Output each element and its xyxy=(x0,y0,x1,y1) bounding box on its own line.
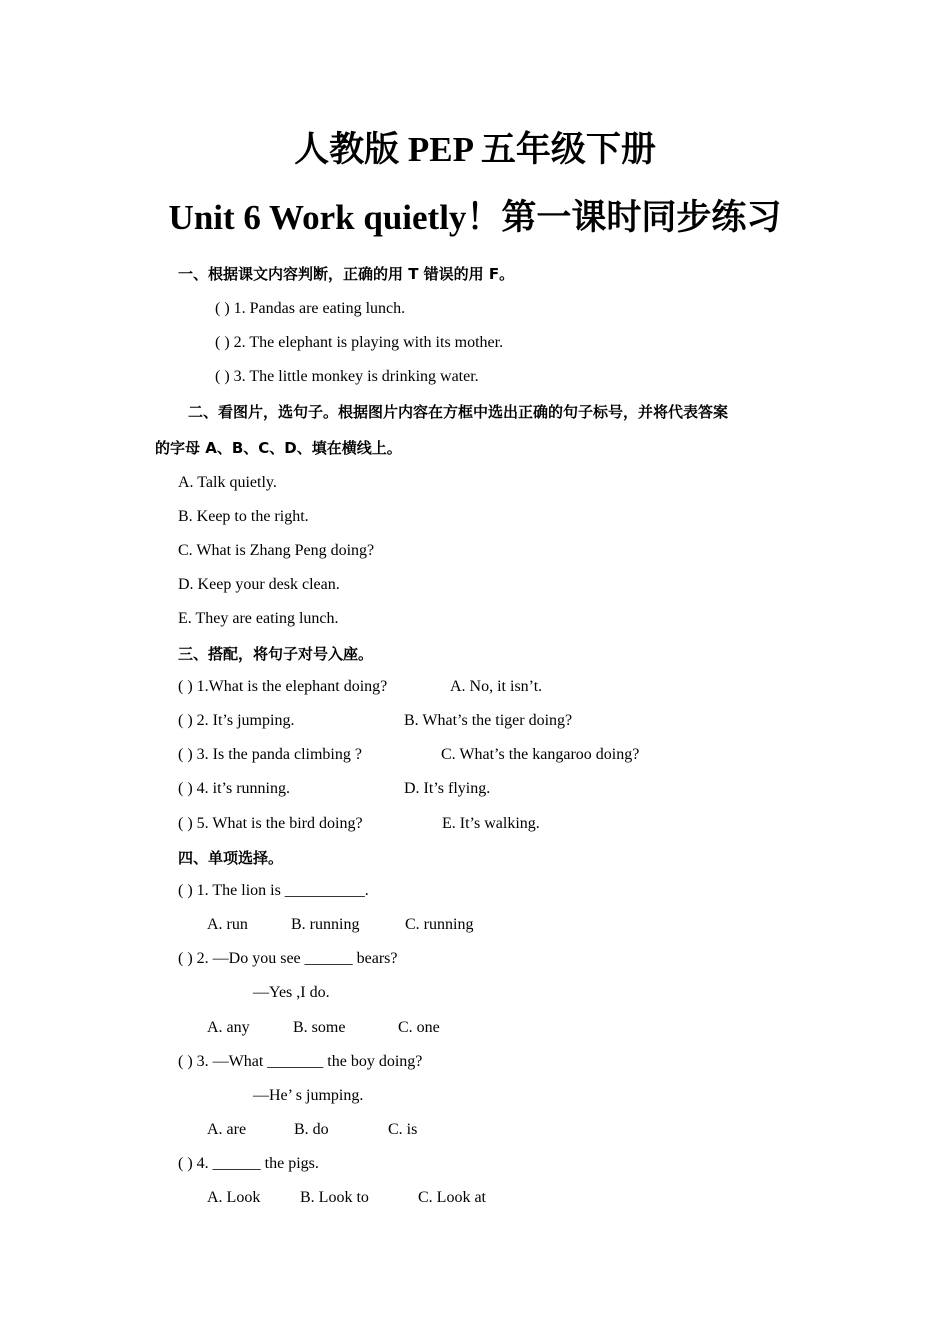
q4-option-c: C. Look at xyxy=(418,1189,486,1206)
title-line-2: Unit 6 Work quietly！第一课时同步练习 xyxy=(168,198,782,237)
q3-option-b: B. do xyxy=(294,1121,329,1138)
section1-item-2: ( ) 2. The elephant is playing with its mother. xyxy=(215,334,504,351)
q2-option-b: B. some xyxy=(293,1019,346,1036)
section3-heading: 三、搭配，将句子对号入座。 xyxy=(178,645,374,663)
section1-item-3: ( ) 3. The little monkey is drinking water. xyxy=(215,368,479,385)
q2-option-a: A. any xyxy=(207,1019,250,1036)
q3-reply: —He’ s jumping. xyxy=(253,1087,364,1104)
section2-option-d: D. Keep your desk clean. xyxy=(178,576,340,593)
section2-option-c: C. What is Zhang Peng doing? xyxy=(178,542,375,559)
section1-heading: 一、根据课文内容判断，正确的用 T 错误的用 F。 xyxy=(178,265,515,283)
q3-option-a: A. are xyxy=(207,1121,247,1138)
section3-left-3: ( ) 3. Is the panda climbing ? xyxy=(178,746,362,763)
q2-reply: —Yes ,I do. xyxy=(253,984,330,1001)
q3-stem: ( ) 3. —What _______ the boy doing? xyxy=(178,1053,423,1070)
section3-left-5: ( ) 5. What is the bird doing? xyxy=(178,815,363,832)
section2-heading-line-1: 二、看图片，选句子。根据图片内容在方框中选出正确的句子标号，并将代表答案 xyxy=(188,403,729,421)
section3-right-4: D. It’s flying. xyxy=(404,780,491,797)
q1-option-c: C. running xyxy=(405,916,474,933)
q1-option-b: B. running xyxy=(291,916,360,933)
q3-option-c: C. is xyxy=(388,1121,418,1138)
section3-right-5: E. It’s walking. xyxy=(442,815,540,832)
q2-stem: ( ) 2. —Do you see ______ bears? xyxy=(178,950,398,967)
section2-option-e: E. They are eating lunch. xyxy=(178,610,339,627)
section2-option-a: A. Talk quietly. xyxy=(178,474,277,491)
section1-item-1: ( ) 1. Pandas are eating lunch. xyxy=(215,300,406,317)
section2-option-b: B. Keep to the right. xyxy=(178,508,309,525)
section2-heading-line-2: 的字母 A、B、C、D、填在横线上。 xyxy=(155,439,402,457)
q2-option-c: C. one xyxy=(398,1019,440,1036)
section3-left-1: ( ) 1.What is the elephant doing? xyxy=(178,678,388,695)
q1-option-a: A. run xyxy=(207,916,248,933)
section3-right-3: C. What’s the kangaroo doing? xyxy=(441,746,640,763)
section4-heading: 四、单项选择。 xyxy=(178,849,284,867)
section3-right-2: B. What’s the tiger doing? xyxy=(404,712,573,729)
section3-left-4: ( ) 4. it’s running. xyxy=(178,780,290,797)
q1-stem: ( ) 1. The lion is __________. xyxy=(178,882,369,899)
q4-option-a: A. Look xyxy=(207,1189,261,1206)
section3-left-2: ( ) 2. It’s jumping. xyxy=(178,712,295,729)
section3-right-1: A. No, it isn’t. xyxy=(450,678,543,695)
q4-option-b: B. Look to xyxy=(300,1189,369,1206)
q4-stem: ( ) 4. ______ the pigs. xyxy=(178,1155,319,1172)
title-line-1: 人教版 PEP 五年级下册 xyxy=(294,130,656,169)
